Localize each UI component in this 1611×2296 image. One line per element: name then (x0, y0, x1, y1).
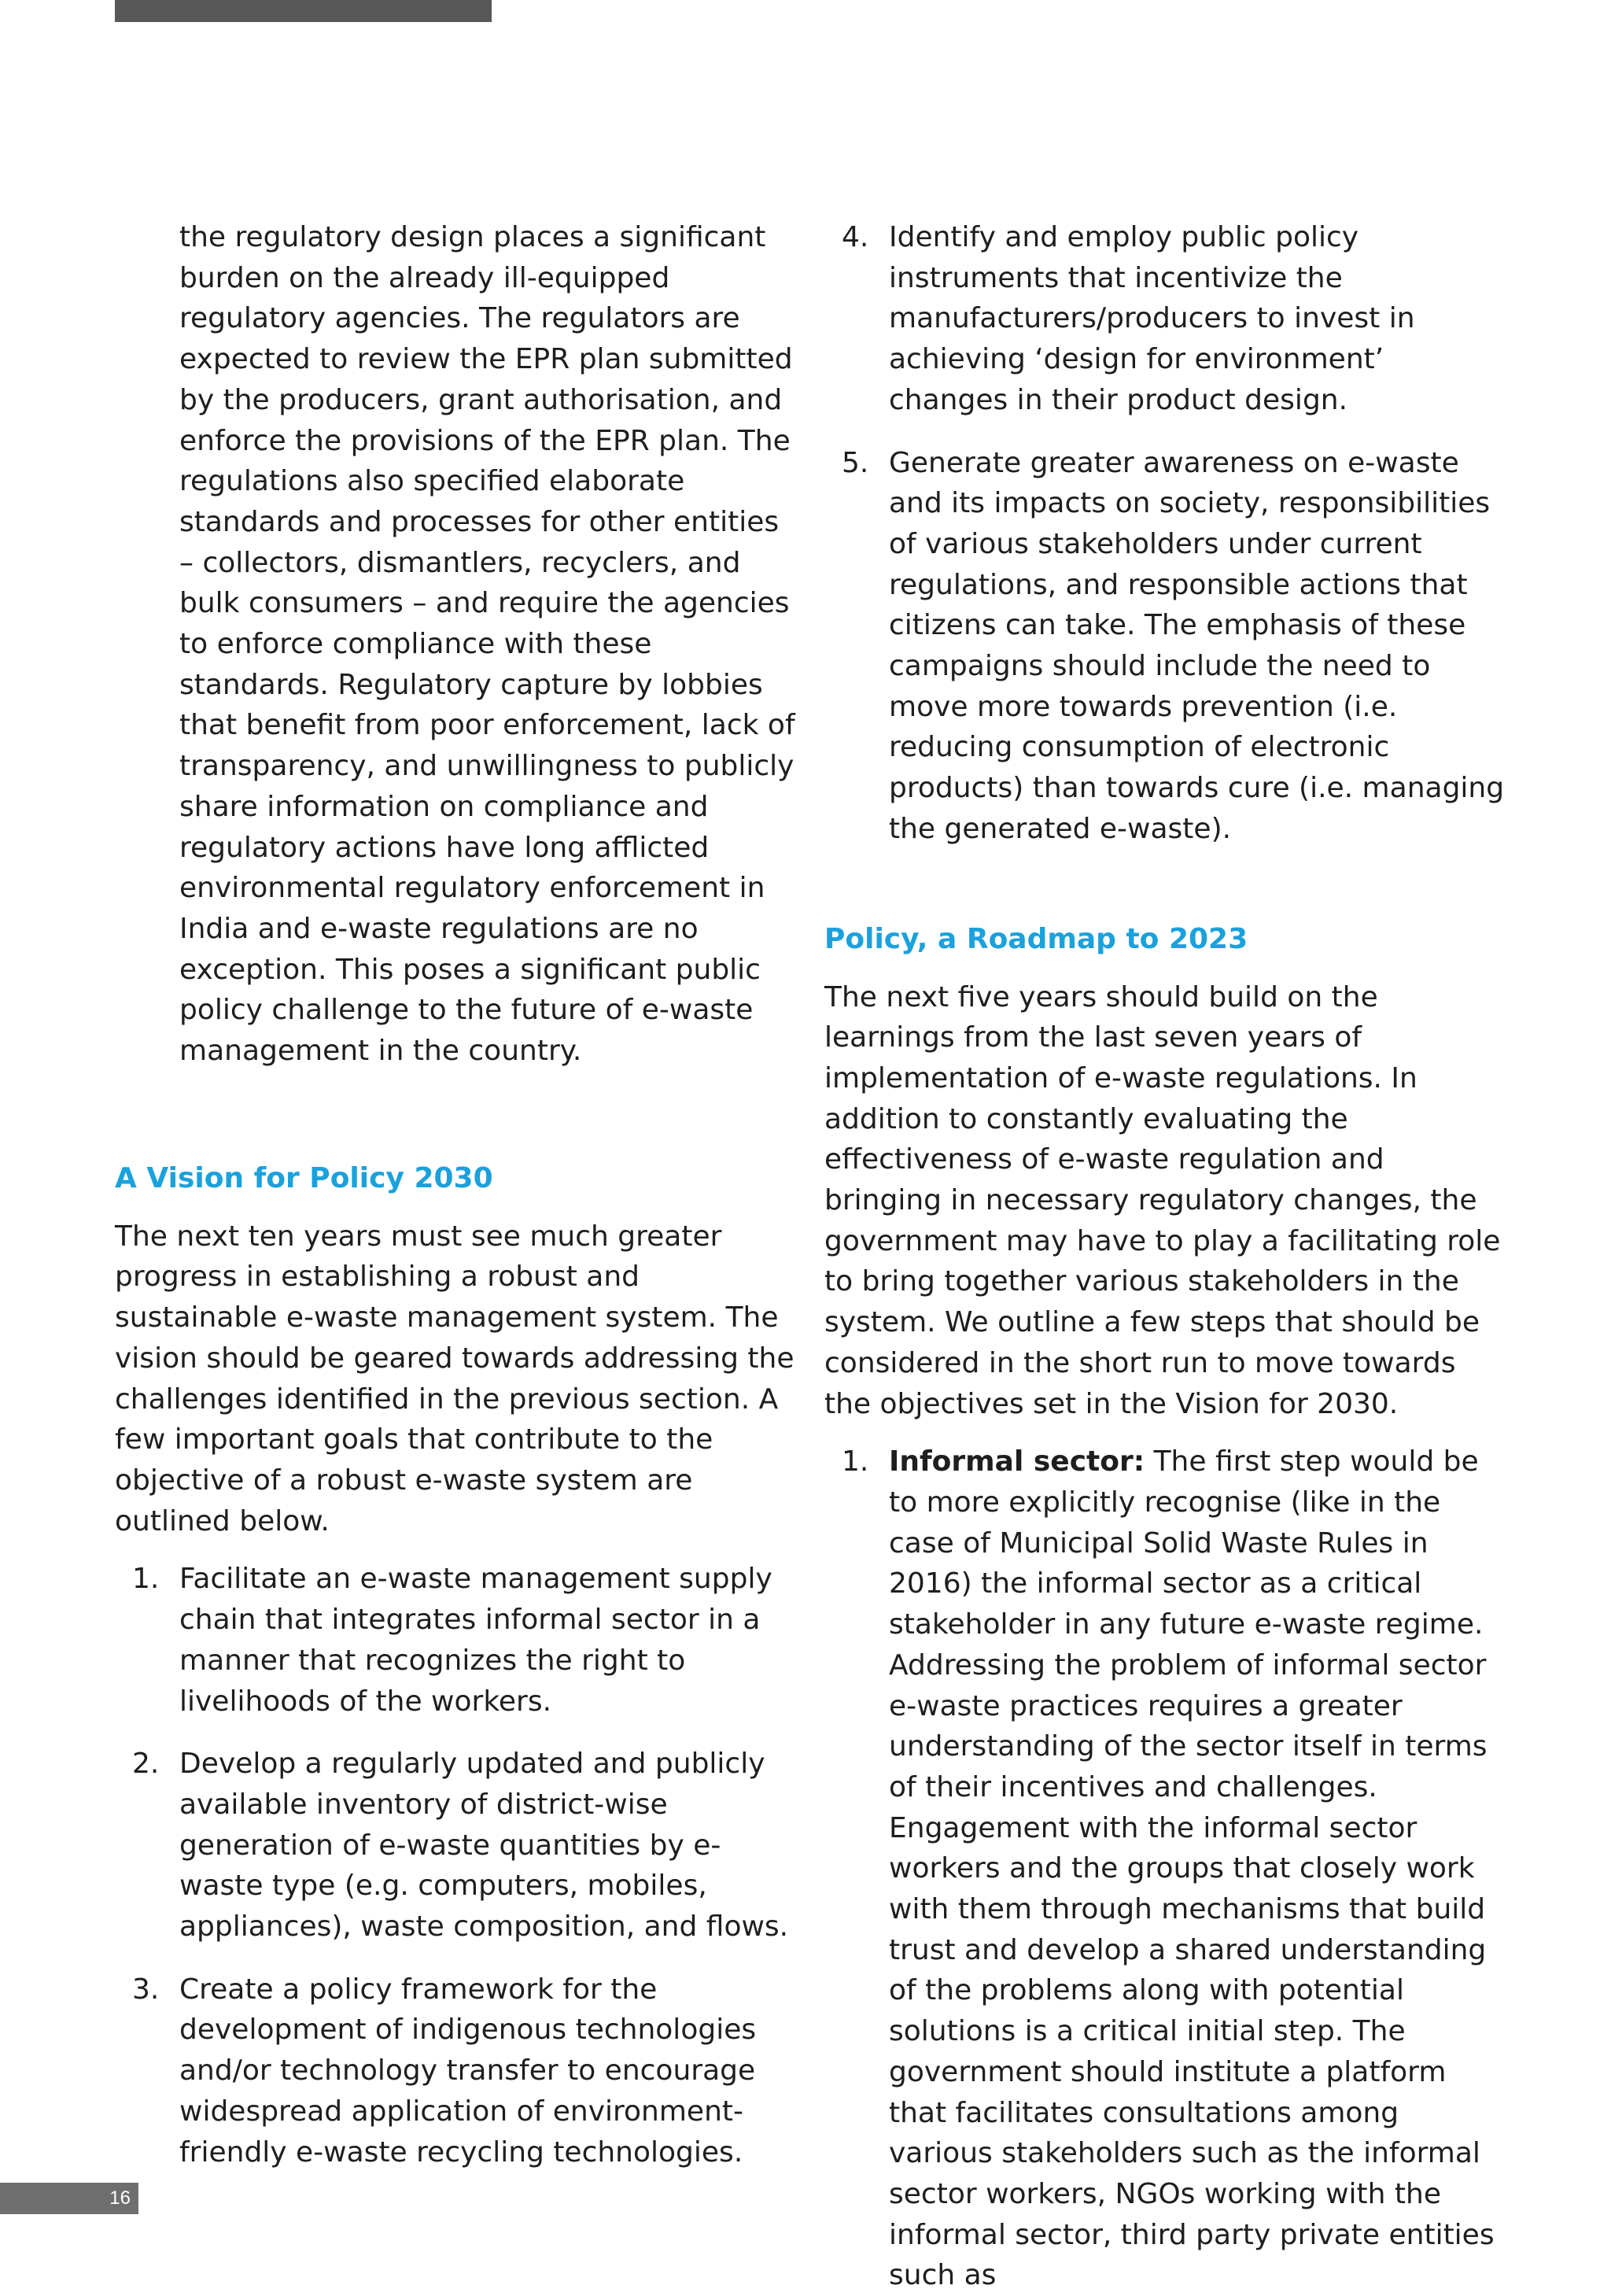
list-number: 3. (132, 1973, 160, 2006)
vision-goals-list (115, 1559, 799, 2172)
left-column (115, 217, 799, 2172)
right-column (824, 217, 1509, 2296)
list-number: 4. (842, 221, 869, 253)
list-number: 5. (842, 446, 869, 479)
page-number: 16 (0, 2183, 138, 2214)
list-item-text: Develop a regularly updated and publicly available inventory of district-wise generation of e-waste quantities by e-waste type (e.g. computers, mobiles, appliances), waste composition, and flows. (179, 1748, 789, 1943)
list-number: 1. (132, 1563, 160, 1596)
list-item (115, 1744, 799, 1947)
step-label: Informal sector: (889, 1445, 1145, 1478)
list-item (824, 217, 1509, 421)
section-heading-vision: A Vision for Policy 2030 (115, 1161, 493, 1194)
list-item-text: The first step would be to more explicitly recognise (like in the case of Municipal Solid Waste Rules in 2016) the informal sector as a critical stakeholder in any future e-waste regime. Addressing the problem of informal sector e-waste practices requires a greater understanding of the sector itself in terms of their incentives and challenges. Engagement with the informal sector workers and the groups that closely work with them through mechanisms that build trust and develop a shared understanding of the problems along with potential solutions is a critical initial step. The government should institute a platform that facilitates consultations among various stakeholders such as the informal sector workers, NGOs working with the informal sector, third party private entities such as (889, 1445, 1495, 2292)
continuation-paragraph: the regulatory design places a significant burden on the already ill-equipped regulatory agencies. The regulators are expected to review the EPR plan submitted by the producers, grant authorisation, and enforce the provisions of the EPR plan. The regulations also specified elaborate standards and processes for other entities – collectors, dismantlers, recyclers, and bulk consumers – and require the agencies to enforce compliance with these standards. Regulatory capture by lobbies that benefit from poor enforcement, lack of transparency, and unwillingness to publicly share information on compliance and regulatory actions have long afflicted environmental regulatory enforcement in India and e-waste regulations are no exception. This poses a significant public policy challenge to the future of e-waste management in the country. (179, 221, 795, 1068)
section-heading-roadmap: Policy, a Roadmap to 2023 (824, 922, 1248, 955)
vision-intro-paragraph: The next ten years must see much greater progress in establishing a robust and sustainable e-waste management system. The vision should be geared towards addressing the challenges identified in the previous section. A few important goals that contribute to the objective of a robust e-waste system are outlined below. (115, 1220, 794, 1537)
list-item-text: Identify and employ public policy instruments that incentivize the manufacturers/producers to invest in achieving ‘design for environment’ changes in their product design. (889, 221, 1415, 416)
list-item-text: Facilitate an e-waste management supply chain that integrates informal sector in a manner that recognizes the right to livelihoods of the workers. (179, 1563, 772, 1718)
list-item (115, 1969, 799, 2173)
list-item (824, 443, 1509, 850)
vision-goals-list-continued (824, 217, 1509, 850)
list-item-text: Create a policy framework for the development of indigenous technologies and/or technology transfer to encourage widespread application of environment-friendly e-waste recycling technologies. (179, 1973, 757, 2169)
list-number: 1. (842, 1445, 869, 1478)
list-number: 2. (132, 1748, 160, 1781)
list-item (115, 1559, 799, 1722)
header-bar (115, 0, 492, 22)
roadmap-intro-paragraph: The next five years should build on the learnings from the last seven years of implementation of e-waste regulations. In addition to constantly evaluating the effectiveness of e-waste regulation and bringing in necessary regulatory changes, the government may have to play a facilitating role to bring together various stakeholders in the system. We outline a few steps that should be considered in the short run to move towards the objectives set in the Vision for 2030. (824, 980, 1501, 1420)
list-item (824, 1441, 1509, 2296)
list-item-text: Generate greater awareness on e-waste and its impacts on society, responsibilities of various stakeholders under current regulations, and responsible actions that citizens can take. The emphasis of these campaigns should include the need to move more towards prevention (i.e. reducing consumption of electronic products) than towards cure (i.e. managing the generated e-waste). (889, 446, 1505, 845)
roadmap-steps-list (824, 1441, 1509, 2296)
